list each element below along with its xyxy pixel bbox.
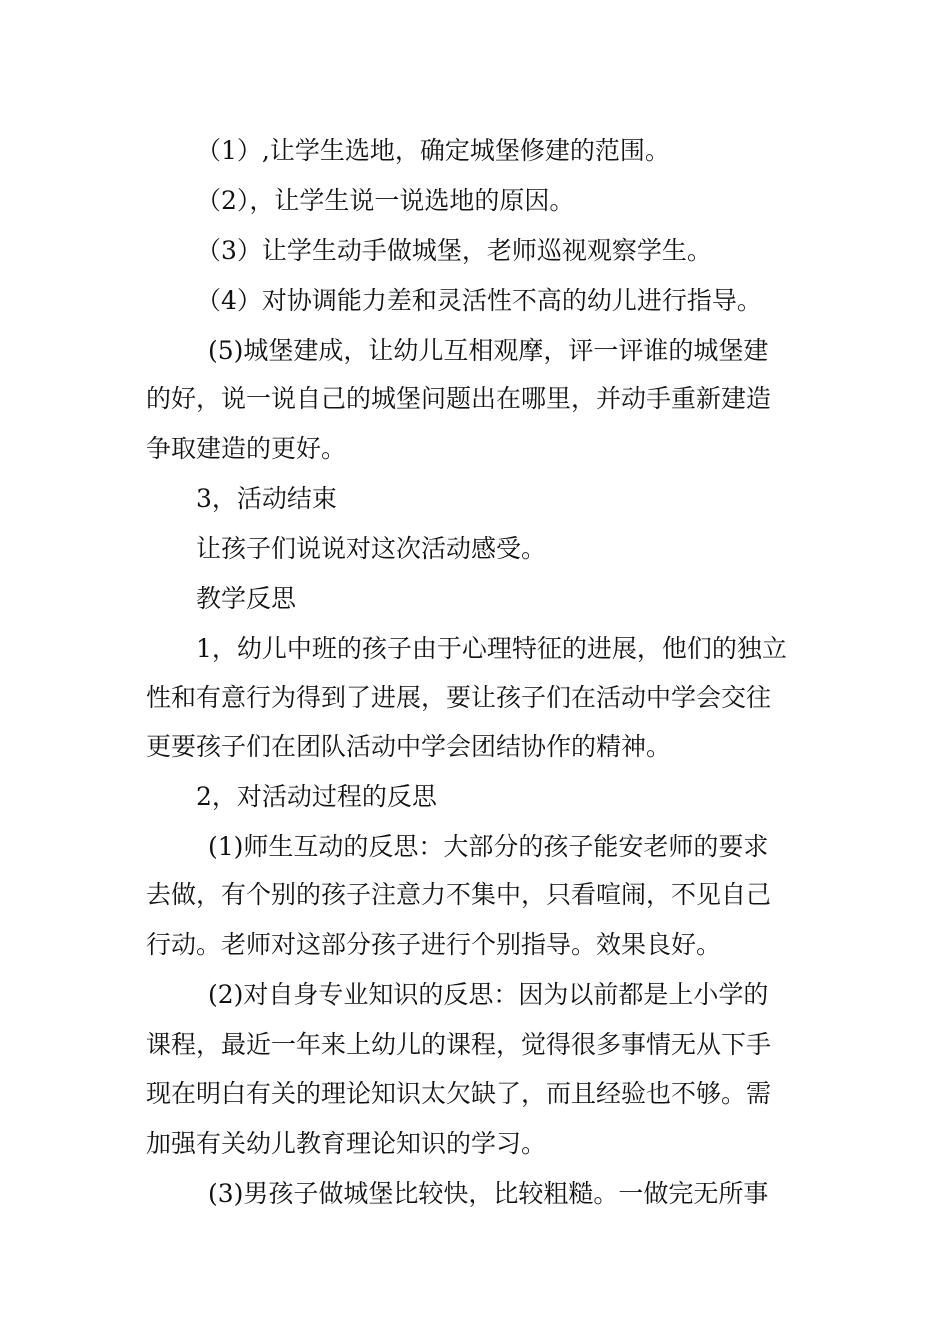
text-line-6: 的好，说一说自己的城堡问题出在哪里，并动手重新建造 [146, 384, 772, 413]
text-line-4: （4）对协调能力差和灵活性不高的幼儿进行指导。 [196, 286, 762, 315]
text-line-5: (5)城堡建成，让幼儿互相观摩，评一评谁的城堡建 [208, 336, 769, 365]
text-line-3: （3）让学生动手做城堡，老师巡视观察学生。 [196, 236, 712, 265]
text-line-10: 教学反思 [196, 584, 297, 613]
text-line-20: 现在明白有关的理论知识太欠缺了，而且经验也不够。需 [146, 1079, 772, 1108]
text-line-7: 争取建造的更好。 [146, 434, 347, 463]
text-line-18: (2)对自身专业知识的反思：因为以前都是上小学的 [208, 980, 769, 1009]
text-line-19: 课程，最近一年来上幼儿的课程，觉得很多事情无从下手 [146, 1030, 772, 1059]
text-line-21: 加强有关幼儿教育理论知识的学习。 [146, 1129, 547, 1158]
text-line-15: (1)师生互动的反思：大部分的孩子能安老师的要求 [208, 832, 769, 861]
text-line-12: 性和有意行为得到了进展，要让孩子们在活动中学会交往 [146, 683, 772, 712]
text-line-17: 行动。老师对这部分孩子进行个别指导。效果良好。 [146, 930, 722, 959]
text-line-9: 让孩子们说说对这次活动感受。 [196, 534, 547, 563]
text-line-14: 2，对活动过程的反思 [196, 782, 437, 811]
text-line-8: 3，活动结束 [196, 484, 337, 513]
text-line-16: 去做，有个别的孩子注意力不集中，只看喧闹，不见自己 [146, 880, 772, 909]
text-line-13: 更要孩子们在团队活动中学会团结协作的精神。 [146, 732, 672, 761]
text-line-11: 1，幼儿中班的孩子由于心理特征的进展，他们的独立 [196, 634, 787, 663]
text-line-1: （1）,让学生选地，确定城堡修建的范围。 [196, 136, 670, 165]
text-line-22: (3)男孩子做城堡比较快，比较粗糙。一做完无所事 [208, 1179, 769, 1208]
text-line-2: （2），让学生说一说选地的原因。 [196, 186, 575, 215]
